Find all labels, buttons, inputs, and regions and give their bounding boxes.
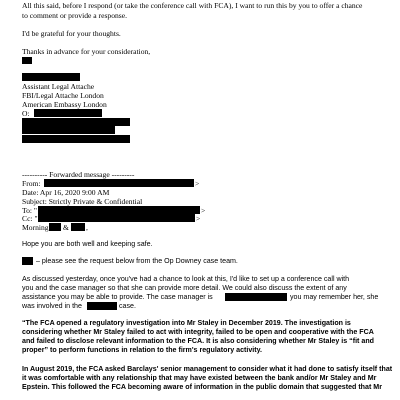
from-label: From: [22, 179, 41, 188]
paragraph-line-4b: case. [119, 302, 136, 310]
thanks-line: Thanks in advance for your consideration, [22, 47, 151, 56]
to-label: To: " [22, 206, 38, 215]
from-suffix: > [195, 179, 200, 188]
signature-phone-label: O: [22, 109, 30, 118]
cc-label: Cc: " [22, 214, 38, 223]
quote-p2-line-3: Epstein. This followed the FCA becoming aware of information in the public domain that suggested that Mr [22, 383, 382, 391]
cc-suffix: > [196, 214, 201, 223]
redacted-recipient-name [22, 257, 33, 265]
quote-p2-line-2: it was comfortable with any relationship that may have existed between the bank and/or Mr Staley and Mr [22, 374, 377, 382]
redacted-case-manager-name [225, 293, 287, 301]
redacted-sender-name [22, 73, 80, 81]
paragraph-line-3b: you may remember her, she [290, 293, 379, 301]
redacted-phone-number [34, 109, 102, 117]
paragraph-line-1: As discussed yesterday, once you've had a chance to look at this, I'd like to set up a conference call with [22, 275, 350, 283]
signature-office: FBI/Legal Attache London [22, 91, 104, 100]
intro-line-1: All this said, before I respond (or take the conference call with FCA), I want to run this by you to offer a chance [22, 1, 363, 10]
quote-p2-line-1: In August 2019, the FCA asked Barclays' senior management to consider what it had done to satisfy itself that [22, 365, 393, 373]
redacted-signature-line-3 [22, 135, 130, 143]
forwarded-header: ---------- Forwarded message --------- [22, 170, 135, 179]
greeting-amp: & [63, 223, 69, 232]
greeting-end: , [86, 223, 88, 232]
quote-p1-line-3: and failed to disclose relevant information to the FCA. It is also considering whether Mr Staley is “fit and [22, 337, 374, 345]
quote-p1-line-2: considering whether Mr Staley failed to act with integrity, failed to be open and cooperative with the FCA [22, 328, 374, 336]
quote-p1-line-4: proper” to perform functions in relation to the firm's regulatory activity. [22, 346, 263, 354]
greeting-prefix: Morning [22, 223, 49, 232]
redacted-case-name [87, 302, 117, 310]
quote-p1-line-1: “The FCA opened a regulatory investigation into Mr Staley in December 2019. The investigation is [22, 319, 351, 327]
redacted-greeting-name-1 [49, 223, 61, 231]
subject-line: Subject: Strictly Private & Confidential [22, 197, 143, 206]
intro-line-2: to comment or provide a response. [22, 11, 128, 20]
please-see-line: – please see the request below from the Op Downey case team. [36, 257, 238, 265]
hope-line: Hope you are both well and keeping safe. [22, 240, 153, 248]
paragraph-line-2: you and the case manager so that she can provide more detail. We could also discuss the extent of any [22, 284, 347, 292]
redacted-greeting-name-2 [71, 223, 85, 231]
to-suffix: > [201, 206, 206, 215]
redacted-signature-line-2 [22, 126, 115, 134]
date-line: Date: Apr 16, 2020 9:00 AM [22, 188, 110, 197]
redacted-from-address [44, 179, 194, 187]
redacted-cc-address [38, 214, 195, 222]
grateful-line: I'd be grateful for your thoughts. [22, 29, 121, 38]
paragraph-line-4a: was involved in the [22, 302, 82, 310]
paragraph-line-3a: assistance you may be able to provide. The case manager is [22, 293, 213, 301]
redacted-sender-initial [22, 57, 32, 64]
redacted-signature-line-1 [22, 118, 130, 126]
signature-title: Assistant Legal Attache [22, 82, 95, 91]
signature-embassy: American Embassy London [22, 100, 107, 109]
redacted-to-address [38, 206, 200, 214]
